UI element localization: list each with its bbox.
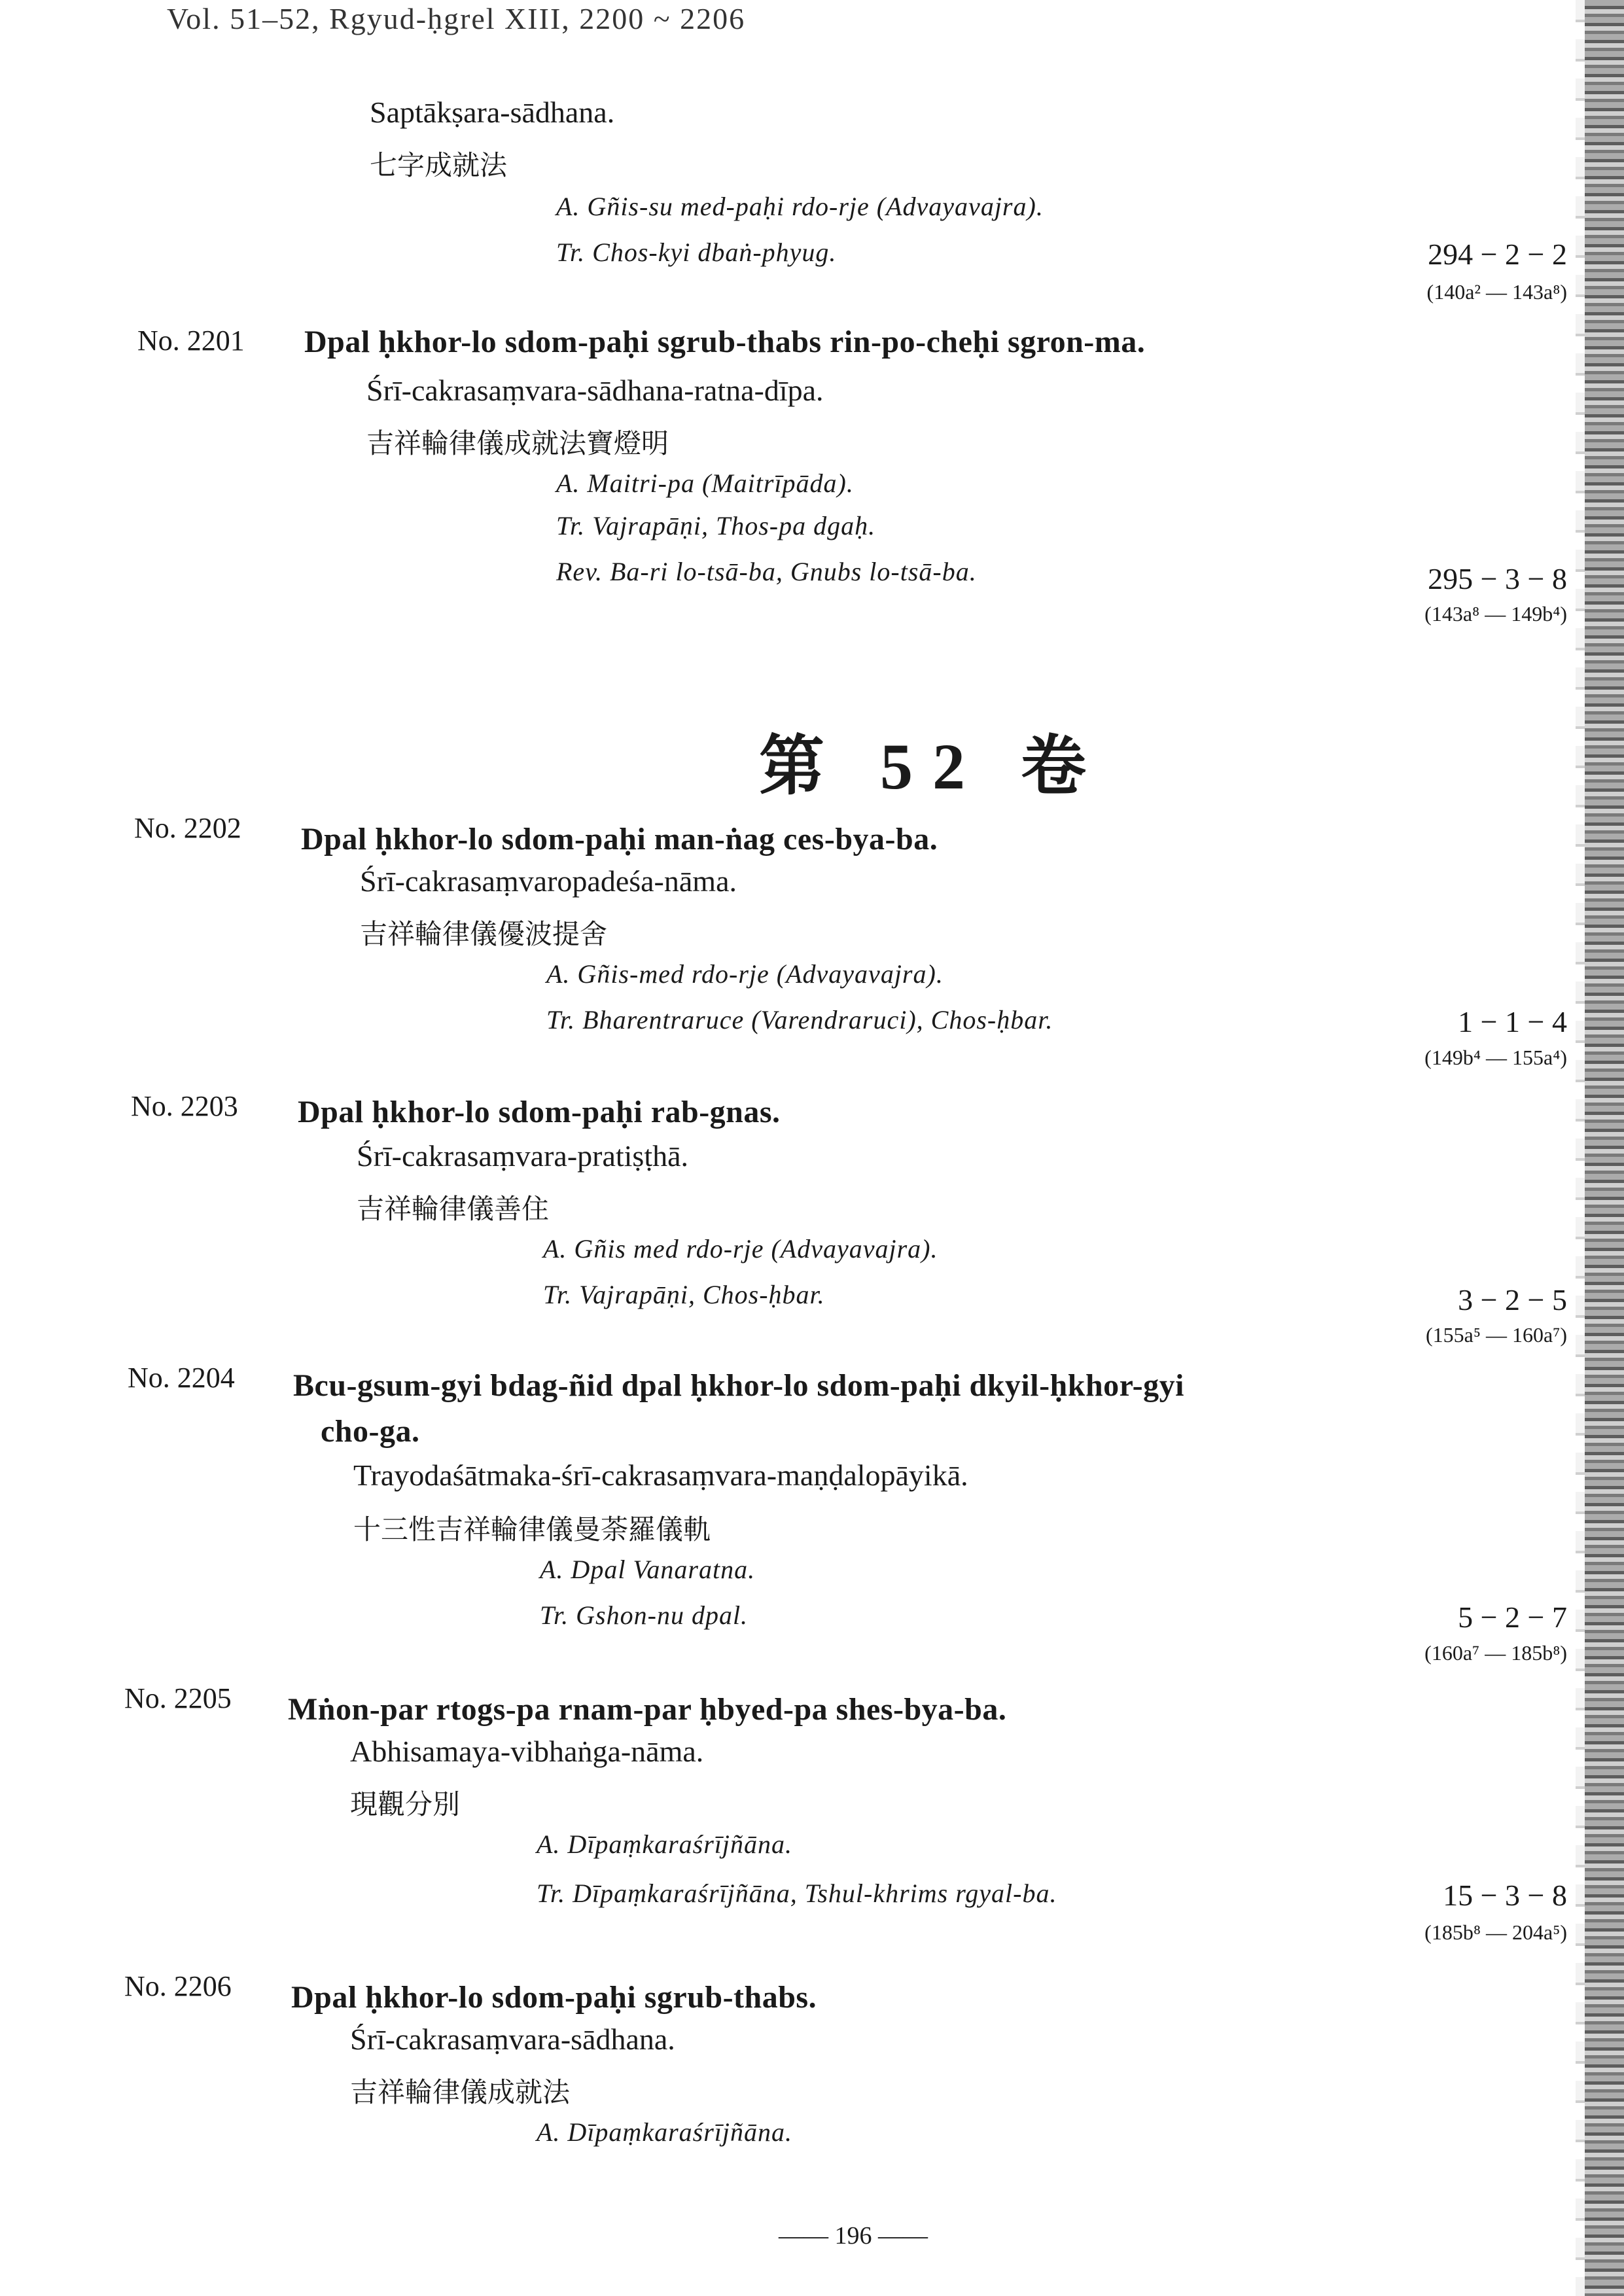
author: A. Dīpaṃkaraśrījñāna. [537, 2117, 792, 2147]
entry-number: No. 2204 [128, 1362, 235, 1394]
translator: Tr. Gshon-nu dpal. [540, 1600, 749, 1630]
folio-range: (160a⁷ — 185b⁸) [1424, 1641, 1567, 1665]
sanskrit-title: Śrī-cakrasaṃvara-sādhana-ratna-dīpa. [366, 374, 824, 407]
chinese-title: 吉祥輪律儀善住 [357, 1193, 550, 1225]
sanskrit-title: Saptākṣara-sādhana. [370, 96, 615, 129]
tibetan-title: Dpal ḥkhor-lo sdom-paḥi rab-gnas. [298, 1095, 781, 1129]
author: A. Maitri-pa (Maitrīpāda). [556, 468, 854, 498]
chinese-title: 吉祥輪律儀成就法 [350, 2076, 571, 2108]
reviser: Rev. Ba-ri lo-tsā-ba, Gnubs lo-tsā-ba. [556, 557, 977, 586]
folio-range: (149b⁴ — 155a⁴) [1424, 1046, 1567, 1069]
entry-number: No. 2203 [131, 1090, 238, 1122]
translator: Tr. Dīpaṃkaraśrījñāna, Tshul-khrims rgyal-ba. [537, 1879, 1057, 1908]
entry-number: No. 2202 [134, 812, 241, 844]
author: A. Gñis-su med-paḥi rdo-rje (Advayavajra). [556, 192, 1044, 221]
volume-reference: 1 − 1 − 4 [1458, 1005, 1567, 1038]
tibetan-title: Dpal ḥkhor-lo sdom-paḥi sgrub-thabs rin-po-cheḥi sgron-ma. [304, 325, 1146, 359]
chinese-title: 十三性吉祥輪律儀曼荼羅儀軌 [353, 1513, 711, 1545]
volume-heading: 第 52 卷 [759, 730, 1106, 803]
page-number: —— 196 —— [779, 2222, 928, 2250]
folio-range: (155a⁵ — 160a⁷) [1425, 1323, 1567, 1347]
volume-reference: 294 − 2 − 2 [1428, 238, 1567, 271]
author: A. Dīpaṃkaraśrījñāna. [537, 1829, 792, 1859]
volume-reference: 3 − 2 − 5 [1458, 1283, 1567, 1316]
translator: Tr. Vajrapāṇi, Thos-pa dgaḥ. [556, 511, 876, 540]
volume-reference: 295 − 3 − 8 [1428, 562, 1567, 595]
scanned-page-edge [1585, 0, 1624, 2296]
translator: Tr. Chos-kyi dbaṅ-phyug. [556, 238, 837, 267]
tibetan-title: Mṅon-par rtogs-pa rnam-par ḥbyed-pa shes-bya-ba. [288, 1692, 1007, 1727]
entry-number: No. 2206 [124, 1970, 232, 2002]
tibetan-title-continued: cho-ga. [321, 1414, 420, 1449]
folio-range: (140a² — 143a⁸) [1426, 280, 1567, 304]
entry-number: No. 2201 [137, 325, 245, 357]
author: A. Gñis-med rdo-rje (Advayavajra). [546, 959, 944, 989]
volume-reference: 15 − 3 − 8 [1443, 1879, 1567, 1912]
page-edge-shadow [1576, 0, 1585, 2296]
running-head: Vol. 51–52, Rgyud-ḥgrel XIII, 2200 ~ 2206 [167, 2, 746, 35]
chinese-title: 現觀分別 [350, 1788, 461, 1820]
entry-number: No. 2205 [124, 1682, 232, 1714]
sanskrit-title: Śrī-cakrasaṃvara-sādhana. [350, 2022, 675, 2056]
translator: Tr. Bharentraruce (Varendraruci), Chos-ḥbar. [546, 1005, 1053, 1034]
sanskrit-title: Śrī-cakrasaṃvara-pratiṣṭhā. [357, 1139, 689, 1173]
chinese-title: 吉祥輪律儀優波提舍 [360, 918, 608, 950]
author: A. Dpal Vanaratna. [540, 1555, 756, 1584]
sanskrit-title: Abhisamaya-vibhaṅga-nāma. [350, 1735, 704, 1768]
chinese-title: 七字成就法 [370, 149, 508, 181]
folio-range: (185b⁸ — 204a⁵) [1424, 1920, 1567, 1944]
tibetan-title: Bcu-gsum-gyi bdag-ñid dpal ḥkhor-lo sdom-paḥi dkyil-ḥkhor-gyi [293, 1368, 1184, 1403]
author: A. Gñis med rdo-rje (Advayavajra). [543, 1234, 938, 1263]
tibetan-title: Dpal ḥkhor-lo sdom-paḥi man-ṅag ces-bya-ba. [301, 822, 938, 857]
translator: Tr. Vajrapāṇi, Chos-ḥbar. [543, 1280, 825, 1309]
sanskrit-title: Śrī-cakrasaṃvaropadeśa-nāma. [360, 864, 737, 898]
sanskrit-title: Trayodaśātmaka-śrī-cakrasaṃvara-maṇḍalopāyikā. [353, 1458, 968, 1492]
tibetan-title: Dpal ḥkhor-lo sdom-paḥi sgrub-thabs. [291, 1980, 817, 2015]
chinese-title: 吉祥輪律儀成就法寶燈明 [366, 427, 669, 459]
folio-range: (143a⁸ — 149b⁴) [1424, 602, 1567, 626]
volume-reference: 5 − 2 − 7 [1458, 1600, 1567, 1634]
